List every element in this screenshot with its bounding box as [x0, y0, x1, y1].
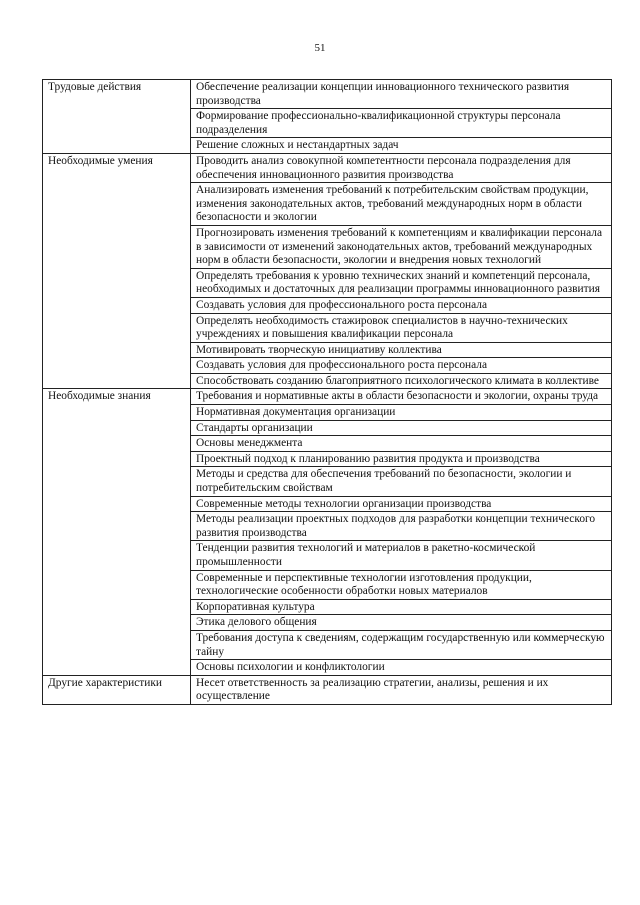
- section-heading: Другие характеристики: [43, 675, 191, 704]
- section-item: Обеспечение реализации концепции инновационного технического развития производства: [191, 80, 612, 109]
- section-item: Корпоративная культура: [191, 599, 612, 615]
- section-heading: Необходимые знания: [43, 389, 191, 675]
- table-row: [43, 153, 612, 182]
- section-item: Определять требования к уровню технических знаний и компетенций персонала, необходимых и достаточных для реализации программы инновационного развития: [191, 268, 612, 297]
- competency-table-body: [43, 80, 612, 705]
- section-item: Анализировать изменения требований к потребительским свойствам продукции, изменения законодательных актов, требований международных норм в области безопасности и экологии: [191, 183, 612, 226]
- section-item: Способствовать созданию благоприятного психологического климата в коллективе: [191, 373, 612, 389]
- section-heading: Трудовые действия: [43, 80, 191, 154]
- section-item: Определять необходимость стажировок специалистов в научно-технических учреждениях и повышения квалификации персонала: [191, 313, 612, 342]
- section-item: Проектный подход к планированию развития продукта и производства: [191, 451, 612, 467]
- section-item: Требования и нормативные акты в области безопасности и экологии, охраны труда: [191, 389, 612, 405]
- section-item: Мотивировать творческую инициативу коллектива: [191, 342, 612, 358]
- section-item: Решение сложных и нестандартных задач: [191, 138, 612, 154]
- table-row: [43, 389, 612, 405]
- section-item: Современные методы технологии организации производства: [191, 496, 612, 512]
- section-item: Прогнозировать изменения требований к компетенциям и квалификации персонала в зависимости от изменений законодательных актов, требований международных норм в области безопасности, экологии и внедрения новых технологий: [191, 225, 612, 268]
- page-number: 51: [314, 42, 326, 54]
- table-row: [43, 80, 612, 109]
- section-item: Тенденции развития технологий и материалов в ракетно-космической промышленности: [191, 541, 612, 570]
- section-item: Этика делового общения: [191, 615, 612, 631]
- section-item: Требования доступа к сведениям, содержащим государственную или коммерческую тайну: [191, 630, 612, 659]
- section-heading: Необходимые умения: [43, 153, 191, 389]
- section-item: Методы реализации проектных подходов для разработки концепции технического развития производства: [191, 512, 612, 541]
- table-row: [43, 675, 612, 704]
- section-item: Основы психологии и конфликтологии: [191, 660, 612, 676]
- section-item: Основы менеджмента: [191, 436, 612, 452]
- section-item: Создавать условия для профессионального роста персонала: [191, 358, 612, 374]
- competency-table: [42, 79, 612, 705]
- section-item: Несет ответственность за реализацию стратегии, анализы, решения и их осуществление: [191, 675, 612, 704]
- section-item: Проводить анализ совокупной компетентности персонала подразделения для обеспечения инновационного развития производства: [191, 153, 612, 182]
- section-item: Нормативная документация организации: [191, 405, 612, 421]
- section-item: Методы и средства для обеспечения требований по безопасности, экологии и потребительским свойствам: [191, 467, 612, 496]
- section-item: Создавать условия для профессионального роста персонала: [191, 297, 612, 313]
- section-item: Современные и перспективные технологии изготовления продукции, технологические особенности обработки новых материалов: [191, 570, 612, 599]
- section-item: Стандарты организации: [191, 420, 612, 436]
- section-item: Формирование профессионально-квалификационной структуры персонала подразделения: [191, 109, 612, 138]
